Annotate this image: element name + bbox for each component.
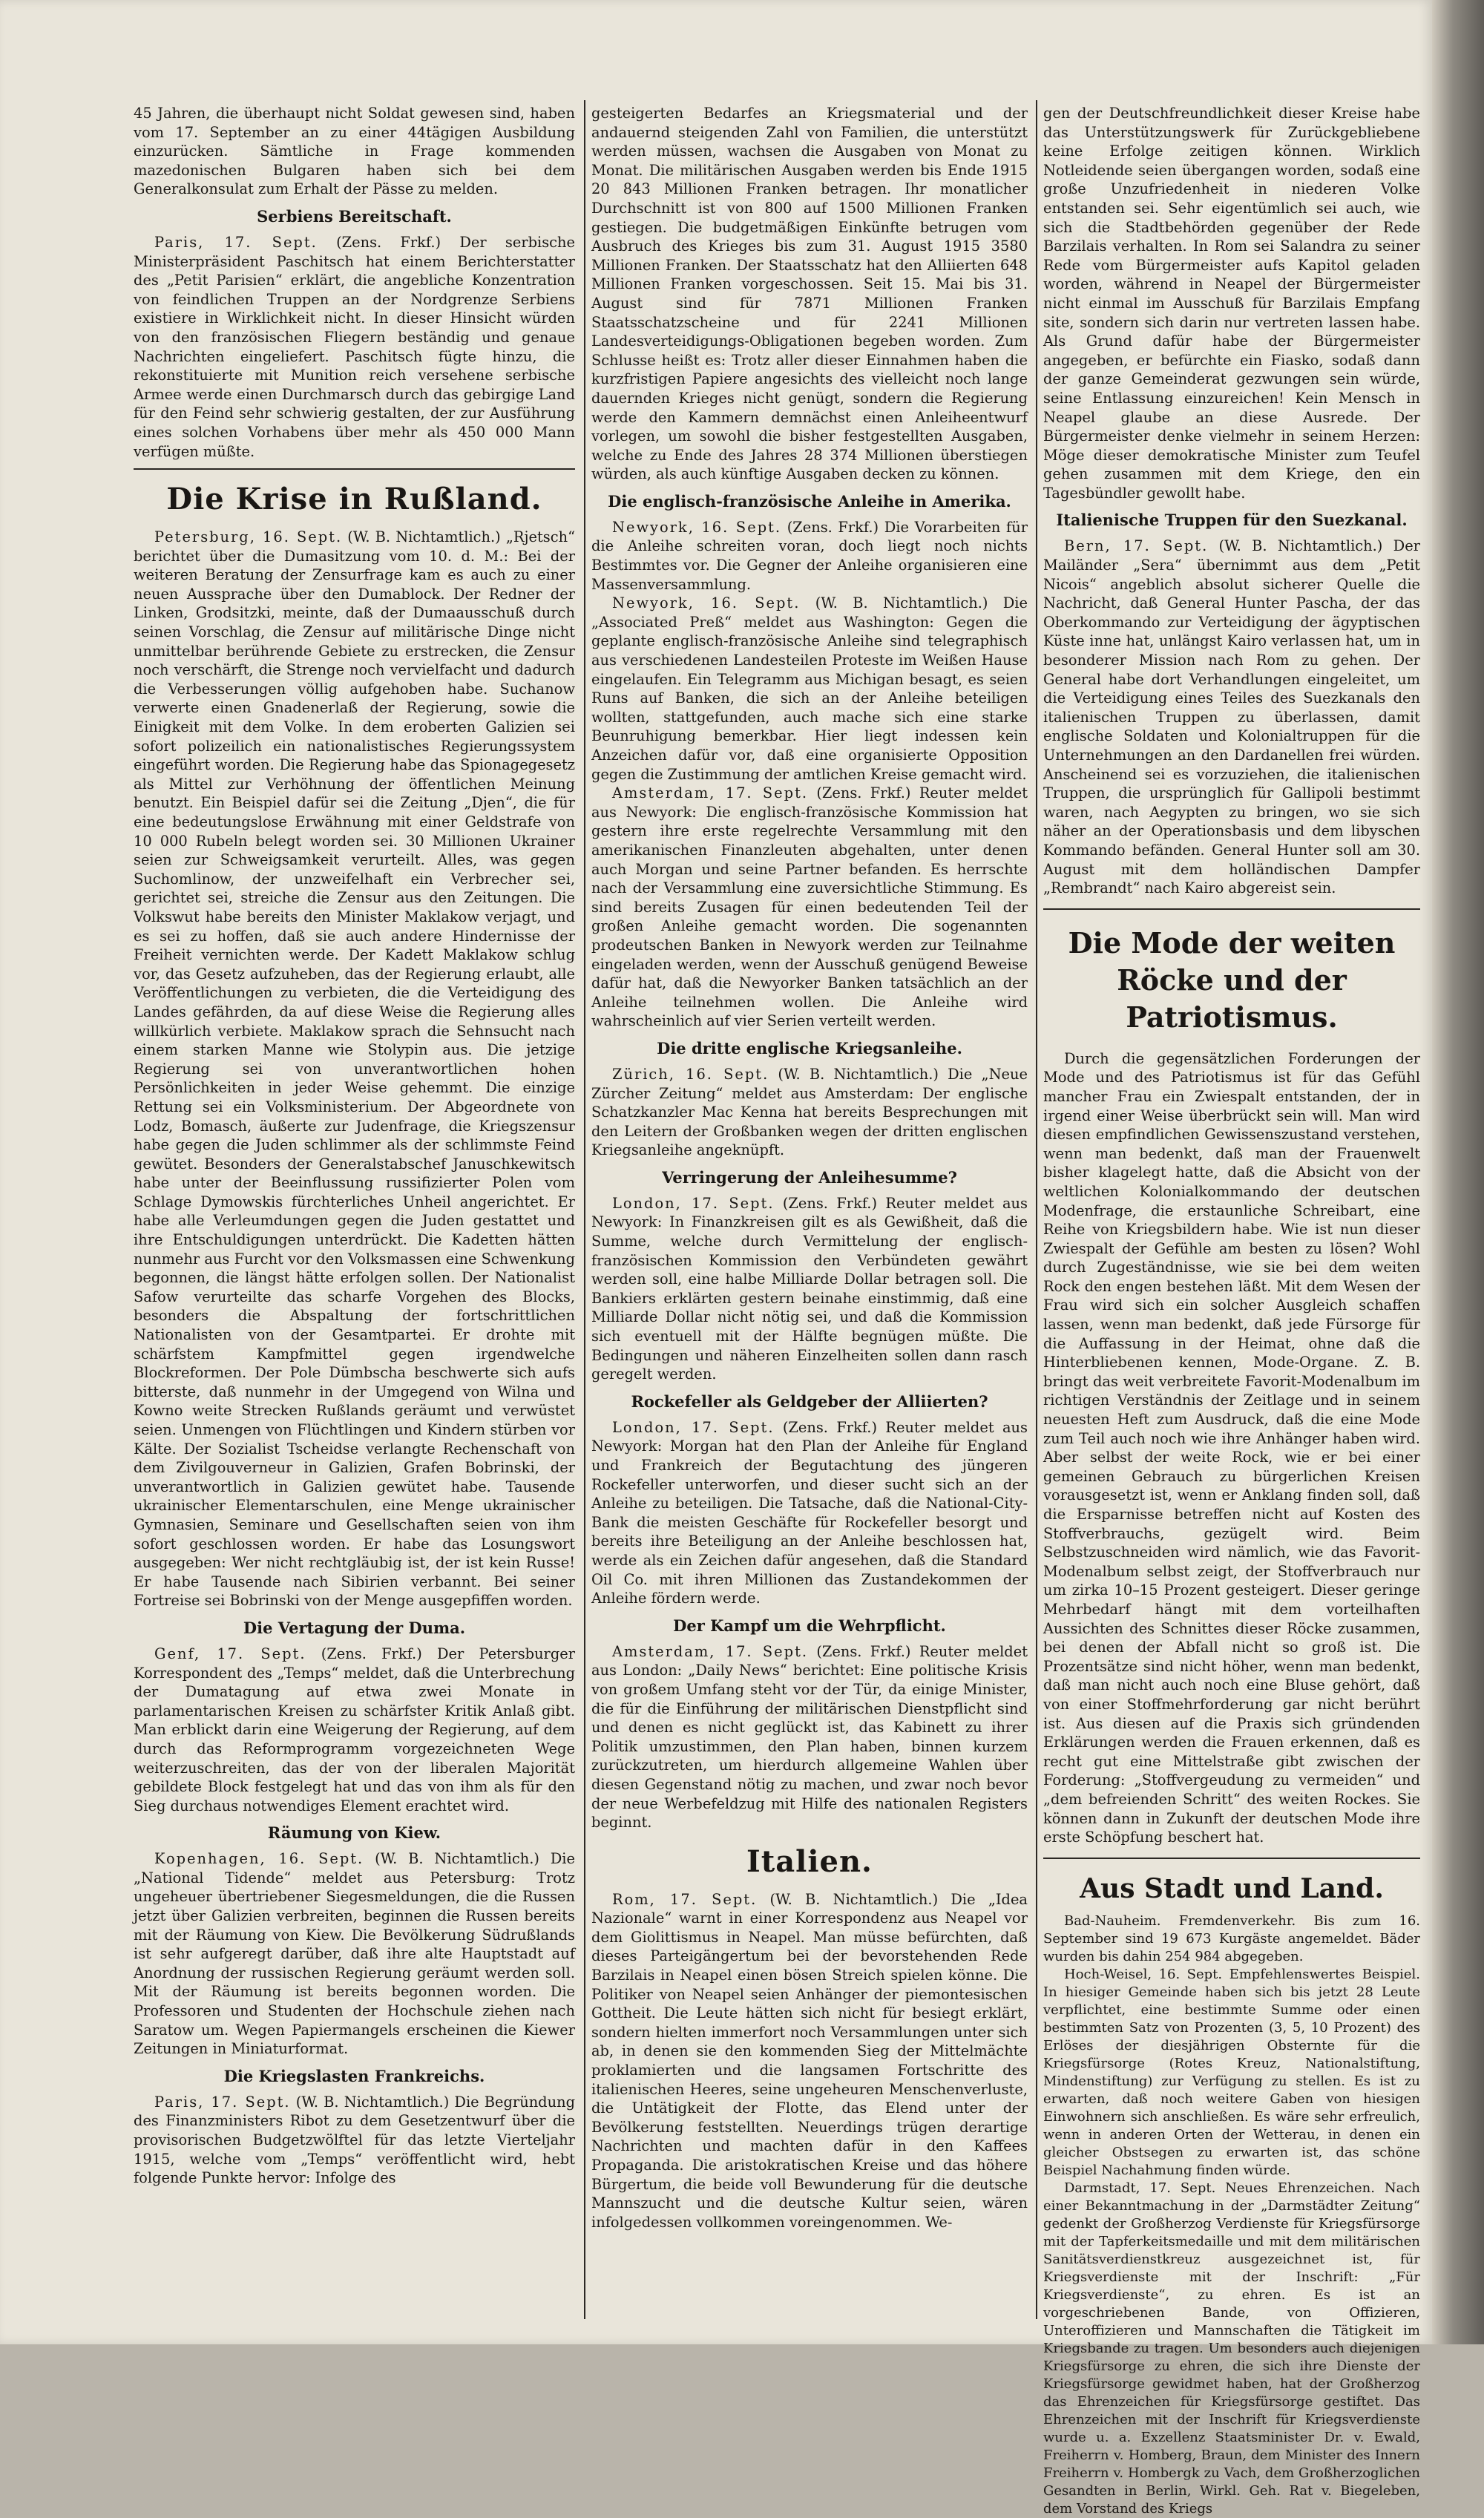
column-rule-2	[1036, 100, 1037, 2319]
headline-kiew: Räumung von Kiew.	[267, 1823, 441, 1843]
column-2	[591, 104, 1028, 2319]
column-3	[1043, 104, 1420, 2517]
section-divider	[1043, 1858, 1420, 1859]
headline-suezkanal: Italienische Truppen für den Suezkanal.	[1056, 511, 1408, 530]
headline-wehrpflicht: Der Kampf um die Wehrpflicht.	[673, 1616, 946, 1635]
article-text: (W. B. Nichtamtlich.) Die „National Tidende“ meldet aus Petersburg: Trotz ungeheuer übertriebener Siegesmeldungen, die die Russen jetzt über Galizien verbreiten, beginnen die Russen bereits mit der Räumung von Kiew. Die Bevölkerung Südrußlands ist sehr aufgeregt darüber, daß ihre alte Hauptstadt auf Anordnung der russischen Regierung geräumt werden soll. Mit der Räumung ist bereits begonnen worden. Die Professoren und Studenten der Hochschule ziehen nach Saratow um. Wegen Papiermangels erscheinen die Kiewer Zeitungen in Miniaturformat.	[134, 1850, 575, 2058]
article-text: (Zens. Frkf.) Der Petersburger Korrespondent des „Temps“ meldet, daß die Unterbrechung der Dumatagung auf etwa zwei Monate in parlamentarischen Kreisen zu schärfster Kritik Anlaß gibt. Man erblickt darin eine Weigerung der Regierung, auf dem durch das Reformprogramm vorgezeichneten Wege weiterzuschreiten, das der von der liberalen Majorität gebildete Block festgelegt hat und das von ihm als für den Sieg durchaus notwendiges Element erachtet wird.	[134, 1645, 575, 1814]
dateline: Genf, 17. Sept.	[154, 1645, 306, 1662]
article-text: (W. B. Nichtamtlich.) Die „Idea Nazionale“ warnt in einer Korrespondenz aus Neapel vor dem Giolittismus in Neapel. Man müsse befürchten, daß dieses Parteigängertum bei der bevorstehenden Rede Barzilais in Neapel einen bösen Streich spielen könne. Die Politiker von Neapel seien Anhänger der piemontesischen Gottheit. Die Leute hätten sich nicht für besiegt erklärt, sondern hielten immerfort noch Versammlungen unter sich ab, in denen sie den kommenden Sieg der Mittelmächte proklamierten und die langsamen Fortschritte des italienischen Heeres, seine ungeheuren Menschenverluste, die Untätigkeit der Flotte, das Elend unter der Bevölkerung feststellten. Neuerdings trügen derartige Nachrichten und machten dafür in den Kaffees Propaganda. Die aristokratischen Kreise und das höhere Bürgertum, die beide voll Bewunderung für die deutsche Mannszucht und die deutsche Kultur seien, wären infolgedessen vollkommen voreingenommen. We-	[591, 1890, 1028, 2231]
headline-russland: Die Krise in Rußland.	[166, 482, 542, 517]
dateline: Paris, 17. Sept.	[154, 2093, 291, 2111]
dateline: Paris, 17. Sept.	[154, 233, 318, 251]
article-text: (Zens. Frkf.) Der serbische Ministerpräsident Paschitsch hat einem Berichterstatter des „Petit Parisien“ erklärt, die angebliche Konzentration von feindlichen Truppen an der Nordgrenze Serbiens existiere in Wirklichkeit nicht. In dieser Hinsicht würden von den französischen Fliegern beständig und genaue Nachrichten eingeliefert. Paschitsch fügte hinzu, die rekonstituierte mit Munition reich versehene serbische Armee werde einen Durchmarsch durch das gebirgige Land für den Feind sehr schwierig gestalten, der zur Ausführung eines solchen Vorhabens über mehr als 450 000 Mann verfügen müßte.	[134, 233, 575, 460]
paragraph-mazedonien: 45 Jahren, die überhaupt nicht Soldat gewesen sind, haben vom 17. September an zu einer 44tägigen Ausbildung einzurücken. Sämtliche in Frage kommenden mazedonischen Bulgaren haben sich bei dem Generalkonsulat zum Erhalt der Pässe zu melden.	[134, 105, 575, 198]
paragraph-kiew	[134, 1849, 575, 2059]
dateline: Amsterdam, 17. Sept.	[612, 784, 809, 802]
paragraph-mode: Durch die gegensätzlichen Forderungen der Mode und des Patriotismus ist für das Gefühl mancher Frau ein Zwiespalt entstanden, der in irgend einer Weise überbrückt sein will. Man wird diesen empfindlichen Gewissenszustand verstehen, wenn man bedenkt, daß man der Frauenwelt bisher klagelegt hatte, daß die Absicht von der weltlichen Kolonialkommando der deutschen Modenfrage, die erstaunliche Schreibart, eine Reihe von Kriegsbildern habe. Wie ist nun dieser Zwiespalt der Gefühle am besten zu lösen? Wohl durch Zugeständnisse, wie sie bei dem weiten Rock den engen bestehen läßt. Mit dem Wesen der Frau wird sich ein solcher Ausgleich schaffen lassen, wenn man bedenkt, daß jede Fürsorge für die Auffassung in der Heimat, ohne daß die Hinterbliebenen kennen, Mode-Organe. Z. B. bringt das weit verbreitete Favorit-Modenalbum im richtigen Verständnis der Zeitlage und in seinem neuesten Heft zum Ausdruck, daß die eine Mode zum Teil auch noch wie ihre Anhänger haben wird. Aber selbst der weite Rock, wie er bei einer gemeinen Gebrauch zu bürgerlichen Kreisen vorausgesetzt ist, wenn er Anklang finden soll, daß die Ersparnisse betreffen nicht auf Kosten des Stoffverbrauchs, gezügelt wird. Beim Selbstzuschneiden wird nämlich, wie das Favorit-Modenalbum selbst zeigt, der Stoffverbrauch nur um zirka 10–15 Prozent gesteigert. Dieser geringe Mehrbedarf hängt mit dem vorteilhaften Aussichten des Schnittes dieser Röcke zusammen, bei denen der Abfall nicht so groß ist. Die Prozentsätze sind nicht höher, wenn man bedenkt, daß man nicht auch noch eine Bluse gehört, daß von einer Stoffmehrforderung gar nicht berührt ist. Aus diesen auf die Praxis sich gründenden Erklärungen werden die Frauen erkennen, daß es recht gut eine Mittelstraße gibt zwischen der Forderung: „Stoffvergeudung zu vermeiden“ und „dem befreienden Schritt“ des weiten Rockes. Sie können dann in Zukunft der deutschen Mode ihre erste Schöpfung beschert hat.	[1043, 1049, 1420, 1846]
section-divider	[134, 468, 575, 470]
headline-stadt-und-land: Aus Stadt und Land.	[1080, 1872, 1384, 1904]
headline-frankreich: Die Kriegslasten Frankreichs.	[223, 2066, 485, 2085]
dateline: Amsterdam, 17. Sept.	[612, 1642, 809, 1660]
article-text: (Zens. Frkf.) Die Vorarbeiten für die Anleihe schreiten voran, doch liegt noch nichts Bestimmtes vor. Die Gegner der Anleihe organisieren eine Massenversammlung.	[591, 518, 1028, 593]
headline-mode: Die Mode der weiten Röcke und der Patriotismus.	[1068, 925, 1396, 1034]
paragraph-verringerung	[591, 1194, 1028, 1384]
article-text: (W. B. Nichtamtlich.) Die „Associated Preß“ meldet aus Washington: Gegen die geplante englisch-französische Anleihe sind telegraphisch aus verschiedenen Landesteilen Proteste im Weißen Hause eingelaufen. Ein Telegramm aus Michigan besagt, es seien Runs auf Banken, die sich an der Anleihe beteiligen wollten, stattgefunden, auch mache sich eine starke Beunruhigung bemerkbar. Hier liegt indessen kein Anzeichen dafür vor, daß eine organisierte Opposition gegen die Zustimmung der amtlichen Kreise gemacht wird.	[591, 594, 1028, 783]
paragraph-dritte-anleihe	[591, 1065, 1028, 1160]
headline-italien: Italien.	[746, 1843, 873, 1879]
paragraph-wehrpflicht	[591, 1642, 1028, 1832]
article-text: (Zens. Frkf.) Reuter meldet aus Newyork: Morgan hat den Plan der Anleihe für England und Frankreich der Begutachtung des jüngeren Rockefeller unterworfen, und dieser sucht sich an der Anleihe zu beteiligen. Die Tatsache, daß die National-City-Bank die meisten Geschäfte für Rockefeller besorgt und bereits ihre Beteiligung an der Anleihe beschlossen hat, werde als ein Zeichen dafür angesehen, daß die Standard Oil Co. mit ihren Millionen das Zustandekommen der Anleihe fördern werde.	[591, 1418, 1028, 1607]
headline-serbien: Serbiens Bereitschaft.	[257, 206, 452, 226]
paragraph-suezkanal	[1043, 537, 1420, 897]
paragraph-italien	[591, 1890, 1028, 2232]
article-text: (W. B. Nichtamtlich.) Die Begründung des Finanzministers Ribot zu dem Gesetzentwurf über die provisorischen Budgetzwölftel für das letzte Vierteljahr 1915, welche vom „Temps“ veröffentlicht wird, hebt folgende Punkte hervor: Infolge des	[134, 2093, 575, 2187]
paragraph-amerika-2	[591, 594, 1028, 784]
headline-verringerung: Verringerung der Anleihesumme?	[662, 1167, 957, 1187]
dateline: London, 17. Sept.	[612, 1194, 775, 1212]
article-text: (W. B. Nichtamtlich.) „Rjetsch“ berichtet über die Dumasitzung vom 10. d. M.: Bei der weiteren Beratung der Zensurfrage kam es auch zu einer neuen Aussprache über den Dumablock. Der Redner der Linken, Grodsitzki, meinte, daß der Dumaausschuß durch seinen Vorschlag, die Zensur auf militärische Dinge nicht unmittelbar berührende Gebiete zu erstrecken, die Zensur noch verschärft, die Strenge noch vervielfacht und dadurch die Verbesserungen völlig aufgehoben habe. Suchanow verwerte einen Gnadenerlaß der Regierung, sowie die Einigkeit mit dem Volke. In dem eroberten Galizien sei sofort polizeilich ein nationalistisches Regierungssystem eingeführt worden. Die Regierung habe das Spionagegesetz als Mittel zur Verhöhnung der öffentlichen Meinung benutzt. Ein Beispiel dafür sei die Zeitung „Djen“, die für eine bedeutungslose Erwähnung mit einer Geldstrafe von 10 000 Rubeln belegt worden sei. 30 Millionen Ukrainer seien zur Schweigsamkeit verurteilt. Alles, was gegen Suchomlinow, der unzweifelhaft ein Verbrecher sei, gerichtet sei, streiche die Zensur aus den Zeitungen. Die Volkswut habe bereits den Minister Maklakow verjagt, und es sei zu hoffen, daß sie auch andere Hindernisse der Freiheit vernichten werde. Der Kadett Maklakow schlug vor, das Gesetz aufzuheben, das der Regierung erlaubt, alle Veröffentlichungen zu verbieten, die die Verteidigung des Landes gefährden, da auf diese Weise die Regierung alles willkürlich verbiete. Maklakow sprach die Sehnsucht nach einem starken Manne wie Stolypin aus. Die jetzige Regierung sei von unverantwortlichen hohen Persönlichkeiten in jeder Weise gehemmt. Die einzige Rettung sei ein Volksministerium. Der Abgeordnete von Lodz, Bomasch, äußerte zur Judenfrage, die Kriegszensur habe gegen die Juden schlimmer als der schlimmste Feind gewütet. Besonders der Generalstabschef Januschkewitsch habe unter der Beeinflussung russifizierter Polen vom Schlage Dymowskis fürchterliches Unheil angerichtet. Er habe alle Verleumdungen gegen die Juden gestattet und ihre Entschuldigungen unterdrückt. Die Kadetten hätten nunmehr aus Furcht vor den Volksmassen eine Schwenkung begonnen, die längst hätte erfolgen sollen. Der Nationalist Safow verurteilte das scharfe Vorgehen des Blocks, besonders die Abspaltung der fortschrittlichen Nationalisten von der Gesamtpartei. Er drohte mit schärfstem Kampfmittel gegen irgendwelche Blockreformen. Der Pole Dümbscha beschwerte sich aufs bitterste, daß nunmehr in der Umgegend von Wilna und Kowno weite Strecken Rußlands geräumt und verwüstet seien. Unmengen von Flüchtlingen und Kindern stürben vor Kälte. Der Sozialist Tscheidse verlangte Rechenschaft von dem Zivilgouverneur in Galizien, Grafen Bobrinski, der unverantwortlich in Galizien gewütet habe. Tausende ukrainischer Elementarschulen, eine Menge ukrainischer Gymnasien, Seminare und Gesellschaften seien von ihm sofort geschlossen worden. Er habe das Losungswort ausgegeben: Wer nicht rechtgläubig ist, der ist kein Russe! Er habe Tausende nach Sibirien verbannt. Bei seiner Fortreise sei Bobrinski von der Menge ausgepfiffen worden.	[134, 528, 576, 1610]
dateline: Rom, 17. Sept.	[612, 1890, 758, 1908]
paragraph-bad-nauheim: Bad-Nauheim. Fremdenverkehr. Bis zum 16. September sind 19 673 Kurgäste angemeldet. Bäder wurden bis dahin 254 984 abgegeben.	[1043, 1912, 1420, 1964]
section-divider	[1043, 908, 1420, 910]
headline-rockefeller: Rockefeller als Geldgeber der Alliierten?	[631, 1391, 988, 1411]
headline-duma: Die Vertagung der Duma.	[243, 1618, 466, 1637]
article-text: (W. B. Nichtamtlich.) Die „Neue Zürcher Zeitung“ meldet aus Amsterdam: Der englische Schatzkanzler Mac Kenna hat bereits Besprechungen mit den Leitern der Großbanken wegen der dritten englischen Kriegsanleihe angeknüpft.	[591, 1065, 1028, 1159]
dateline: Bern, 17. Sept.	[1064, 537, 1209, 555]
paragraph-amerika-3	[591, 784, 1028, 1031]
column-1	[134, 104, 575, 2319]
paragraph-russland	[134, 528, 575, 1610]
page-edge-shadow	[1432, 0, 1484, 2344]
headline-amerika: Die englisch-französische Anleihe in Amerika.	[608, 491, 1011, 511]
paragraph-hoch-weisel: Hoch-Weisel, 16. Sept. Empfehlenswertes Beispiel. In hiesiger Gemeinde haben sich bis jetzt 28 Leute verpflichtet, eine bestimmte Summe oder einen bestimmten Satz von Prozenten (3, 5, 10 Prozent) des Erlöses der diesjährigen Obsternte für die Kriegsfürsorge (Rotes Kreuz, Nationalstiftung, Mindenstiftung) zur Verfügung zu stellen. Es ist zu erwarten, daß noch weitere Gaben von hiesigen Einwohnern sich anschließen. Es wäre sehr erfreulich, wenn in anderen Orten der Wetterau, in denen ein gleicher Obstsegen zu erwarten ist, das schöne Beispiel Nachahmung finden würde.	[1043, 1966, 1420, 2178]
headline-dritte-anleihe: Die dritte englische Kriegsanleihe.	[657, 1038, 962, 1058]
paragraph-amerika-1	[591, 518, 1028, 594]
dateline: Kopenhagen, 16. Sept.	[154, 1850, 364, 1868]
paragraph-frankreich	[134, 2093, 575, 2188]
article-text: (Zens. Frkf.) Reuter meldet aus London: „Daily News“ berichtet: Eine politische Krisis von großem Umfang steht vor der Tür, da einige Minister, die für die Einführung der militärischen Dienstpflicht sind und denen es nicht geglückt ist, das Kabinett zu ihrer Politik umzustimmen, den Plan haben, binnen kurzem zurückzutreten, um hierdurch allgemeine Wahlen über diesen Gegenstand nötig zu machen, und zwar noch bevor der neue Werbefeldzug mit Hilfe des nationalen Registers beginnt.	[591, 1642, 1028, 1832]
dateline: Newyork, 16. Sept.	[612, 518, 782, 536]
dateline: Zürich, 16. Sept.	[612, 1065, 769, 1083]
dateline: Petersburg, 16. Sept.	[154, 528, 343, 546]
paragraph-darmstadt: Darmstadt, 17. Sept. Neues Ehrenzeichen. Nach einer Bekanntmachung in der „Darmstädter Zeitung“ gedenkt der Großherzog Verdienste für Kriegsfürsorge mit der Tapferkeitsmedaille und mit dem militärischen Sanitätsverdienstkreuz ausgezeichnet ist, für Kriegsverdienste mit der Inschrift: „Für Kriegsverdienste“, zu ehren. Es ist an vorgeschriebenen Bande, von Offizieren, Unteroffizieren und Mannschaften die Tätigkeit im Kriegsbande zu tragen. Um besonders auch diejenigen Kriegsfürsorge zu ehren, die sich ihre Dienste der Kriegsfürsorge gewidmet haben, hat der Großherzog das Ehrenzeichen für Kriegsfürsorge gestiftet. Das Ehrenzeichen mit der Inschrift für Kriegsverdienste wurde u. a. Exzellenz Staatsminister Dr. v. Ewald, Freiherrn v. Homberg, Braun, dem Minister des Innern Freiherrn v. Hombergk zu Vach, dem Großherzoglichen Gesandten in Berlin, Wirkl. Geh. Rat v. Biegeleben, dem Vorstand des Kriegs	[1043, 2180, 1420, 2517]
paragraph-frankreich-cont: gesteigerten Bedarfes an Kriegsmaterial und der andauernd steigenden Zahl von Familien, die unterstützt werden müssen, wachsen die Ausgaben von Monat zu Monat. Die militärischen Ausgaben werden bis Ende 1915 20 843 Millionen Franken betragen. Ihr monatlicher Durchschnitt ist von 800 auf 1500 Millionen Franken gestiegen. Die budgetmäßigen Einkünfte betrugen vom Ausbruch des Krieges bis zum 31. August 1915 3580 Millionen Franken. Der Staatsschatz hat den Alliierten 648 Millionen Franken vorgeschossen. Seit 15. Mai bis 31. August sind für 7871 Millionen Franken Staatsschatzscheine und für 2241 Millionen Landesverteidigungs-Obligationen begeben worden. Zum Schlusse heißt es: Trotz aller dieser Einnahmen haben die kurzfristigen Papiere angesichts des vielleicht noch lange dauernden Krieges nicht genügt, sondern die Regierung werde den Kammern demnächst einen Anleiheentwurf vorlegen, um sowohl die bisher festgestellten Ausgaben, welche zu Ende des Jahres 28 374 Millionen überstiegen würden, als auch künftige Ausgaben decken zu können.	[591, 105, 1028, 483]
article-text: (Zens. Frkf.) Reuter meldet aus Newyork: Die englisch-französische Kommission hat gestern ihre erste regelrechte Versammlung mit den amerikanischen Finanzleuten abgehalten, unter denen auch Morgan und seine Partner befanden. Es herrschte nach der Versammlung eine zuversichtliche Stimmung. Es sind bereits Zusagen für einen bedeutenden Teil der großen Anleihe gemacht worden. Die sogenannten prodeutschen Banken in Newyork werden zur Teilnahme eingeladen werden, wenn der Ausschuß genügend Beweise dafür hat, daß die Newyorker Banken tatsächlich an der Anleihe teilnehmen wollen. Die Anleihe wird wahrscheinlich auf vier Serien verteilt werden.	[591, 784, 1028, 1030]
paragraph-serbien	[134, 233, 575, 461]
dateline: London, 17. Sept.	[612, 1418, 775, 1436]
paragraph-rockefeller	[591, 1418, 1028, 1608]
paragraph-italien-cont: gen der Deutschfreundlichkeit dieser Kreise habe das Unterstützungswerk für Zurückgebliebene keine Erfolge zeitigen können. Wirklich Notleidende seien übergangen worden, sodaß eine große Unzufriedenheit in niederen Volke entstanden sei. Sehr eigentümlich sei auch, wie sich die Stadtbehörden gegenüber der Rede Barzilais verhalten. In Rom sei Salandra zu seiner Rede vom Bürgermeister aufs Kapitol geladen worden, während in Neapel der Bürgermeister nicht einmal im Ausschuß für Barzilais Empfang site, sondern sich darin nur vertreten lassen habe. Als Grund dafür habe der Bürgermeister angegeben, er befürchte ein Fiasko, sodaß dann der ganze Gemeinderat gezwungen sein würde, seine Entlassung einzureichen! Kein Mensch in Neapel glaube an diese Ausrede. Der Bürgermeister denke vielmehr in seinem Herzen: Möge dieser demokratische Minister zum Teufel gehen zusammen mit dem Kriege, den ein Tagesbündler gewollt habe.	[1043, 105, 1420, 502]
article-text: (W. B. Nichtamtlich.) Der Mailänder „Sera“ übernimmt aus dem „Petit Nicois“ angeblich absolut sicherer Quelle die Nachricht, daß General Hunter Pascha, der das Oberkommando zur Verteidigung der ägyptischen Küste inne hat, unlängst Kairo verlassen hat, um in besonderer Mission nach Rom zu gehen. Der General habe dort Verhandlungen eingeleitet, um die Verteidigung eines Teiles des Suezkanals den italienischen Truppen zu überlassen, damit englische Soldaten und Kolonialtruppen für die Unternehmungen an den Dardanellen frei würden. Anscheinend sei es vorzuziehen, die italienischen Truppen, die ursprünglich für Gallipoli bestimmt waren, nach Aegypten zu bringen, wo sie sich näher an der Operationsbasis und dem libyschen Kommando befänden. General Hunter soll am 30. August mit dem holländischen Dampfer „Rembrandt“ nach Kairo abgereist sein.	[1043, 537, 1420, 897]
dateline: Newyork, 16. Sept.	[612, 594, 801, 612]
paragraph-duma	[134, 1645, 575, 1815]
column-rule-1	[584, 100, 585, 2319]
article-text: (Zens. Frkf.) Reuter meldet aus Newyork: In Finanzkreisen gilt es als Gewißheit, daß die Summe, welche durch Vermittelung der englisch-französischen Kommission den Verbündeten gewährt werden soll, eine halbe Milliarde Dollar betragen soll. Die Bankiers erklärten gestern beinahe einstimmig, daß eine Milliarde Dollar nicht nötig sei, und daß die Kommission sich eventuell mit der Hälfte begnügen müßte. Die Bedingungen und näheren Einzelheiten sollen dann rasch geregelt werden.	[591, 1194, 1028, 1383]
